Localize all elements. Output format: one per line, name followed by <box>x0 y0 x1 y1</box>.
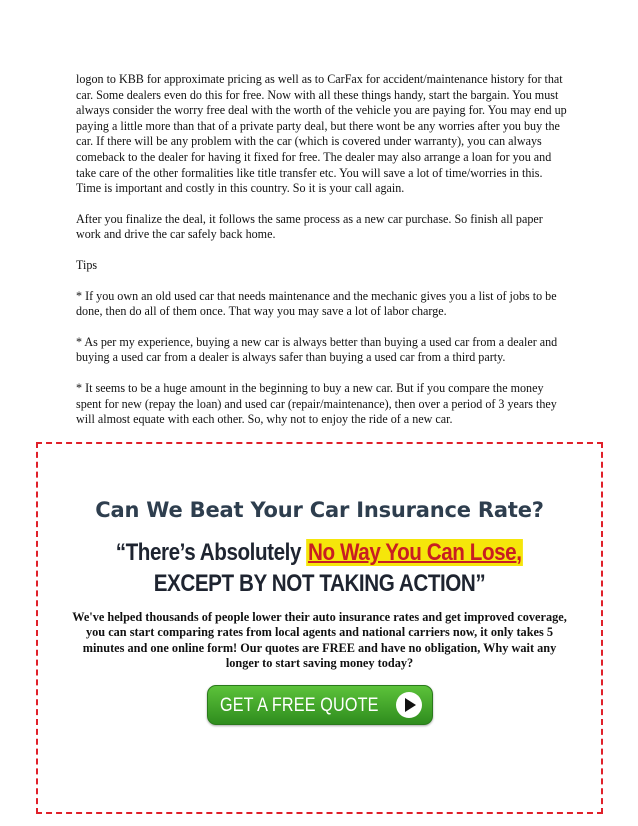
promo-quote-highlight: No Way You Can Lose, <box>308 539 522 566</box>
promo-title: Can We Beat Your Car Insurance Rate? <box>95 498 544 522</box>
get-free-quote-button[interactable] <box>207 685 433 725</box>
paragraph-finalize: After you finalize the deal, it follows the same process as a new car purchase. So finish all paper work and drive the car safely back home. <box>76 211 543 242</box>
tip-experience: * As per my experience, buying a new car is always better than buying a used car from a dealer and buying a used car from a dealer is always safer than buying a used car from a third party. <box>76 334 558 365</box>
play-arrow-icon <box>396 692 422 718</box>
tip-maintenance: * If you own an old used car that needs maintenance and the mechanic gives you a list of jobs to be done, then do all of them once. That way you may save a lot of labor charge. <box>76 288 557 319</box>
promo-quote-line-2: EXCEPT BY NOT TAKING ACTION” <box>153 570 486 597</box>
article-body <box>76 72 568 443</box>
insurance-promo-box <box>36 442 603 814</box>
tips-heading: Tips <box>76 257 98 272</box>
paragraph-bargain: logon to KBB for approximate pricing as well as to CarFax for accident/maintenance history for that car. Some dealers even do this for free. Now with all these things handy, start the bargain. You must always consider the worry free deal with the worth of the vehicle you are paying for. You may end up paying a little more than that of a private party deal, but there wont be any worries after you buy the car. If there will be any problem with the car (which is covered under warranty), you can always comeback to the dealer for having it fixed for free. The dealer may also arrange a loan for you and take care of the other formalities like title transfer etc. You will save a lot of time/worries in this. Time is important and costly in this country. So it is your call again. <box>76 72 567 196</box>
promo-description: We've helped thousands of people lower their auto insurance rates and get improved coverage, you can start comparing rates from local agents and national carriers now, it only takes 5 minutes and one online form! Our quotes are FREE and have no obligation, Why wait any longer to start saving money today? <box>72 610 567 671</box>
promo-quote-text: “There’s Absolutely <box>115 539 307 566</box>
promo-quote-line-1 <box>77 539 561 567</box>
cta-label: GET A FREE QUOTE <box>220 695 379 716</box>
tip-new-car: * It seems to be a huge amount in the beginning to buy a new car. But if you compare the money spent for new (repay the loan) and used car (repair/maintenance), then over a period of 3 years they will almost equate with each other. So, why not to enjoy the ride of a new car. <box>76 380 557 427</box>
